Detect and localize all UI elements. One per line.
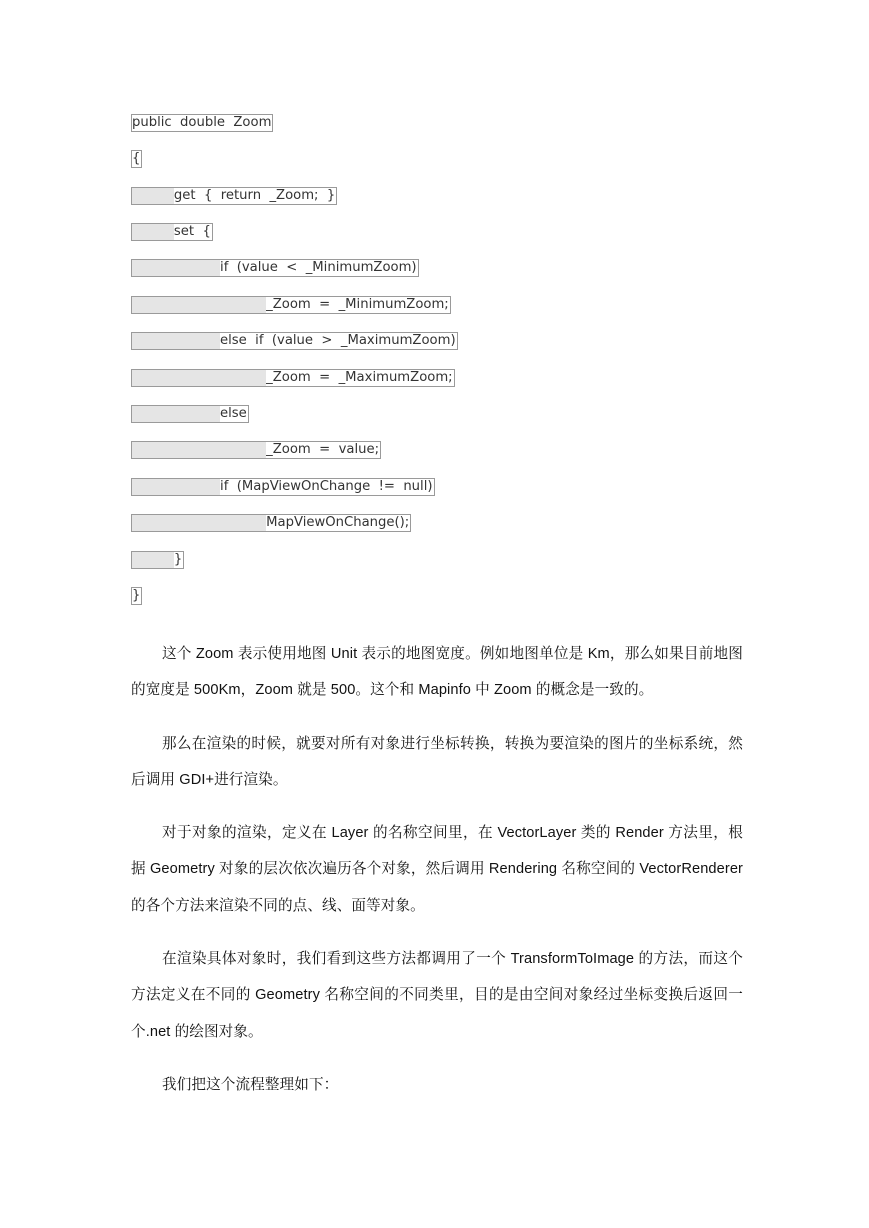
code-line: public double Zoom <box>132 115 272 130</box>
code-line: } <box>131 551 184 569</box>
code-line: MapViewOnChange(); <box>131 514 411 532</box>
code-line: { <box>132 151 141 166</box>
paragraph: 在渲染具体对象时，我们看到这些方法都调用了一个 TransformToImage 的方法，而这个方法定义在不同的 Geometry 名称空间的不同类里，目的是由空间对象经过坐标变换后返回一个.net 的绘图对象。 <box>131 951 743 1040</box>
code-line: } <box>132 588 141 603</box>
code-line: set { <box>131 223 213 241</box>
paragraph: 对于对象的渲染，定义在 Layer 的名称空间里，在 VectorLayer 类的 Render 方法里，根据 Geometry 对象的层次依次遍历各个对象，然后调用 Rendering 名称空间的 VectorRenderer 的各个方法来渲染不同的点、线、面等对象。 <box>131 825 743 914</box>
code-line: _Zoom = _MinimumZoom; <box>131 296 451 314</box>
paragraph: 这个 Zoom 表示使用地图 Unit 表示的地图宽度。例如地图单位是 Km，那么如果目前地图的宽度是 500Km，Zoom 就是 500。这个和 Mapinfo 中 Zoom 的概念是一致的。 <box>131 646 743 699</box>
code-line: else if (value > _MaximumZoom) <box>131 332 458 350</box>
body-text <box>131 636 743 1120</box>
code-line: _Zoom = value; <box>131 441 381 459</box>
code-line: _Zoom = _MaximumZoom; <box>131 369 455 387</box>
paragraph: 那么在渲染的时候，就要对所有对象进行坐标转换，转换为要渲染的图片的坐标系统，然后调用 GDI+进行渲染。 <box>131 735 743 788</box>
code-line: if (MapViewOnChange != null) <box>131 478 435 496</box>
code-line: if (value < _MinimumZoom) <box>131 259 419 277</box>
code-line: get { return _Zoom; } <box>131 187 337 205</box>
code-line: else <box>131 405 249 423</box>
paragraph: 我们把这个流程整理如下： <box>162 1076 339 1093</box>
